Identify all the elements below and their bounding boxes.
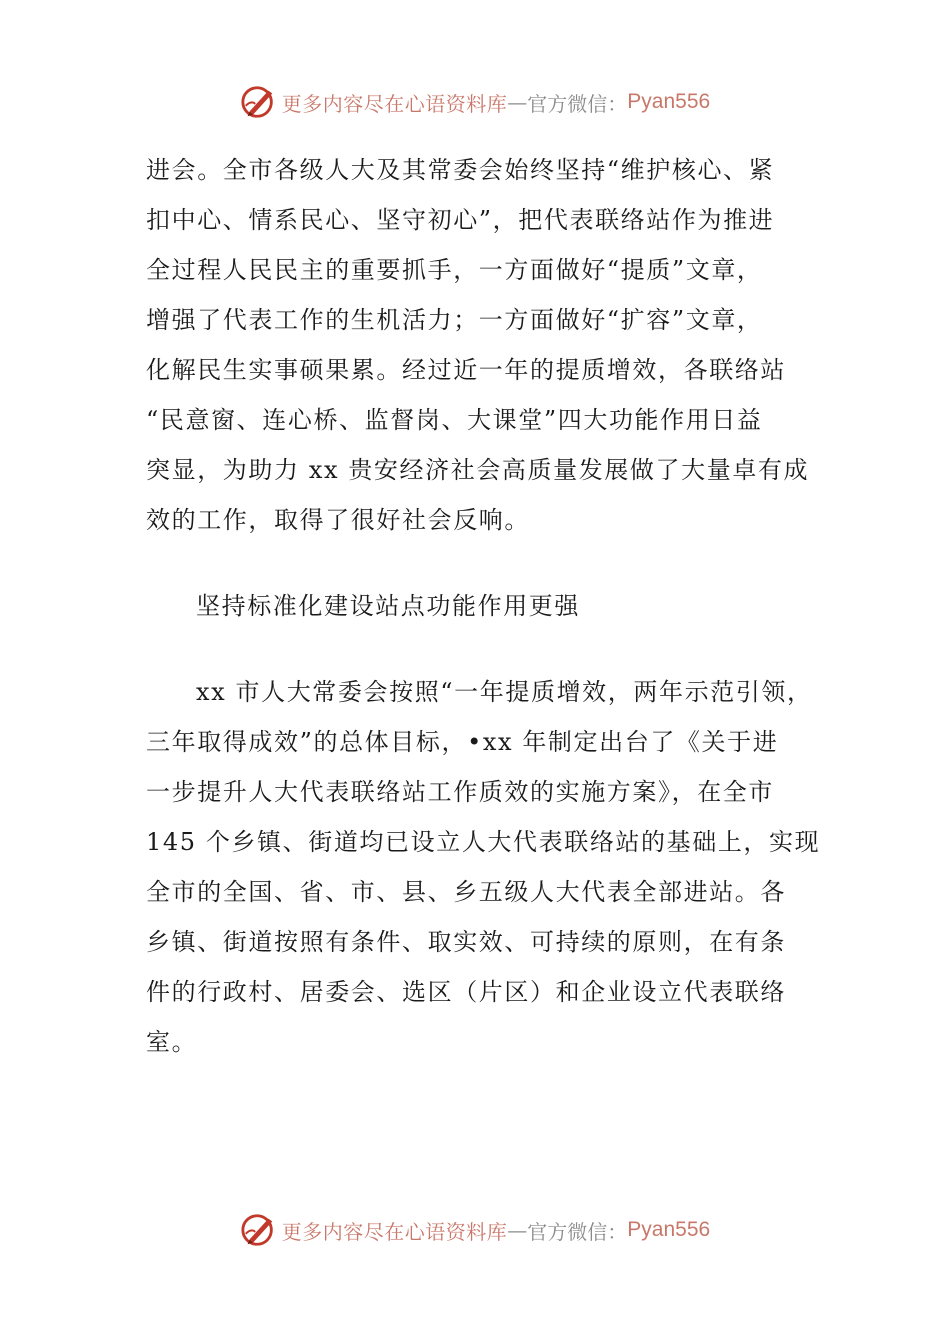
paragraph-2-line: 145 个乡镇、街道均已设立人大代表联络站的基础上，实现 [146,828,821,856]
paragraph-1 [146,145,810,545]
banner-label: 更多内容尽在心语资料库 [281,1219,508,1244]
paragraph-1-line: 化解民生实事硕果累。经过近一年的提质增效，各联络站 [146,356,786,384]
document-body [146,145,821,1067]
paragraph-1-line: 效的工作，取得了很好社会反响。 [146,506,530,534]
paragraph-1-line: 进会。全市各级人大及其常委会始终坚持“维护核心、紧 [146,156,775,184]
section-heading: 坚持标准化建设站点功能作用更强 [196,592,580,620]
footer-banner [0,1208,950,1252]
paragraph-1-line: 全过程人民民主的重要抓手，一方面做好“提质”文章， [146,256,763,284]
paragraph-1-line: 增强了代表工作的生机活力；一方面做好“扩容”文章， [146,306,763,334]
banner-dash: — [507,1218,528,1242]
paragraph-2-line: 乡镇、街道按照有条件、取实效、可持续的原则，在有条 [146,928,786,956]
pen-circle-logo-icon [240,1211,278,1249]
paragraph-2-line: 全市的全国、省、市、县、乡五级人大代表全部进站。各 [146,878,786,906]
paragraph-1-line: 突显，为助力 xx 贵安经济社会高质量发展做了大量卓有成 [146,456,810,484]
paragraph-2-line: 一步提升人大代表联络站工作质效的实施方案》，在全市 [146,778,774,806]
banner-wechat-label: 官方微信： [527,1219,628,1244]
pen-circle-logo-icon [240,83,278,121]
paragraph-2 [146,667,821,1067]
banner-handle: Pyan556 [627,90,711,113]
banner-dash: — [507,90,528,114]
paragraph-2-line: 件的行政村、居委会、选区（片区）和企业设立代表联络 [146,978,786,1006]
paragraph-2-line: 三年取得成效”的总体目标，•xx 年制定出台了《关于进 [146,728,779,756]
banner-handle: Pyan556 [627,1218,711,1241]
banner-label: 更多内容尽在心语资料库 [281,91,508,116]
paragraph-1-line: “民意窗、连心桥、监督岗、大课堂”四大功能作用日益 [146,406,763,434]
banner-wechat-label: 官方微信： [527,91,628,116]
paragraph-1-line: 扣中心、情系民心、坚守初心”，把代表联络站作为推进 [146,206,775,234]
paragraph-2-line: 室。 [146,1028,198,1056]
header-banner [0,80,950,124]
paragraph-2-line: xx 市人大常委会按照“一年提质增效，两年示范引领， [196,678,813,706]
